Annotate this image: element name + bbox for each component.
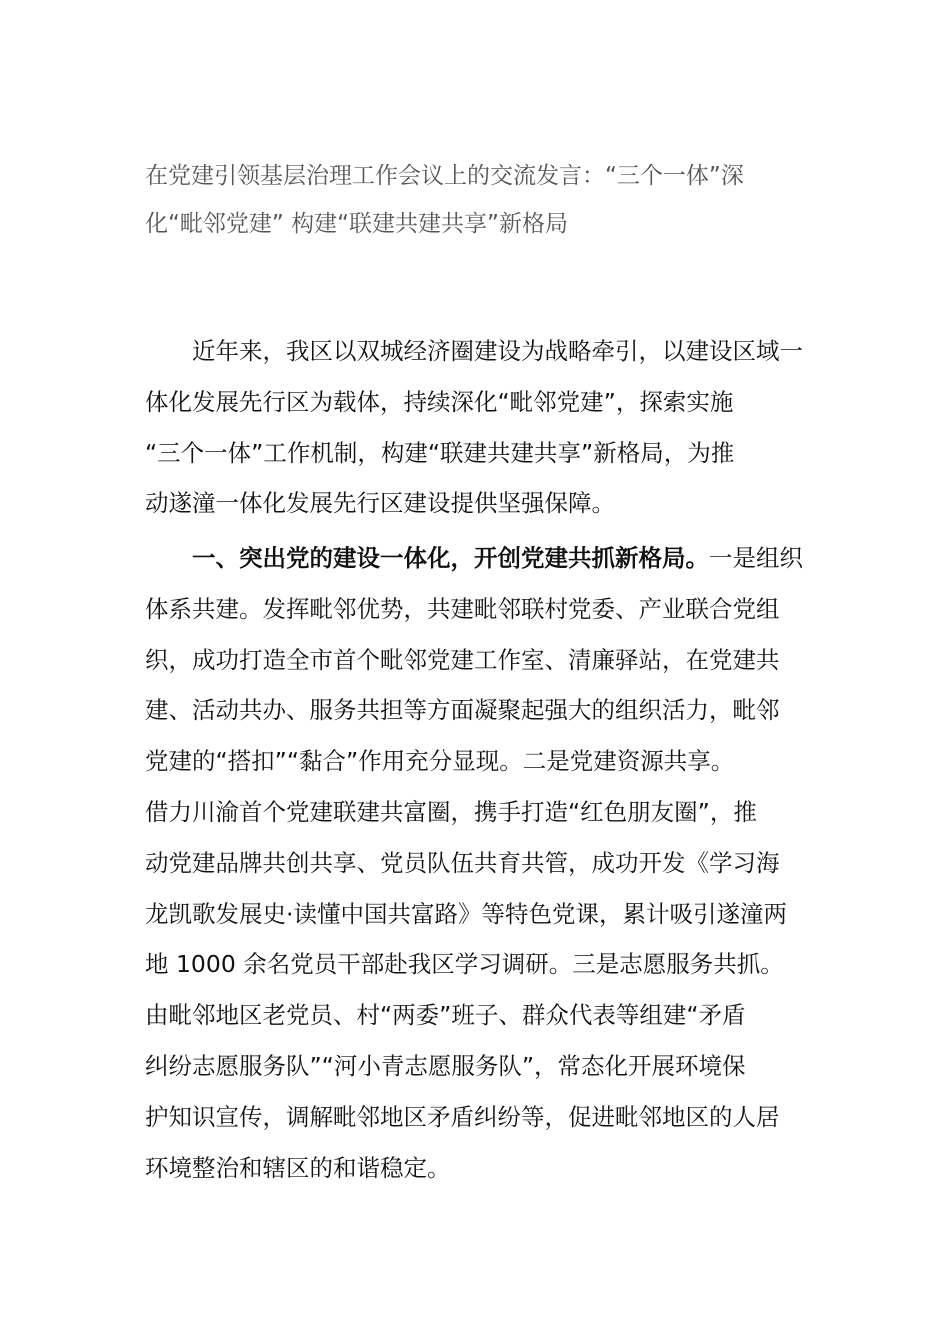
paragraph-line: 借力川渝首个党建联建共富圈，携手打造“红色朋友圈”，推 — [145, 797, 757, 826]
paragraph-line — [145, 533, 807, 584]
paragraph-line: 纠纷志愿服务队”“河小青志愿服务队”，常态化开展环境保 — [145, 1051, 746, 1080]
paragraph-line: “三个一体”工作机制，构建“联建共建共享”新格局，为推 — [145, 438, 735, 467]
paragraph-line: 地 1000 余名党员干部赴我区学习调研。三是志愿服务共抓。 — [145, 950, 784, 979]
document-title — [145, 152, 805, 248]
paragraph-line: 动党建品牌共创共享、党员队伍共育共管，成功开发《学习海 — [145, 848, 780, 877]
title-line: 化“毗邻党建” 构建“联建共建共享”新格局 — [145, 211, 568, 237]
paragraph-line: 党建的“搭扣”“黏合”作用充分显现。二是党建资源共享。 — [145, 747, 735, 776]
paragraph-line: 由毗邻地区老党员、村“两委”班子、群众代表等组建“矛盾 — [145, 1001, 746, 1030]
paragraph-line: 龙凯歌发展史·读懂中国共富路》等特色党课，累计吸引遂潼两 — [145, 899, 787, 928]
title-line: 在党建引领基层治理工作会议上的交流发言：“三个一体”深 — [145, 163, 744, 189]
paragraph-line: 体系共建。发挥毗邻优势，共建毗邻联村党委、产业联合党组 — [145, 594, 780, 623]
paragraph-line: 环境整治和辖区的和谐稳定。 — [145, 1153, 451, 1182]
paragraph-line: 护知识宣传，调解毗邻地区矛盾纠纷等，促进毗邻地区的人居 — [145, 1102, 780, 1131]
paragraph-intro — [145, 326, 807, 529]
paragraph-text: 一是组织 — [709, 544, 803, 572]
paragraph-section-one — [145, 533, 807, 1193]
paragraph-line: 动遂潼一体化发展先行区建设提供坚强保障。 — [145, 489, 615, 518]
paragraph-line: 织，成功打造全市首个毗邻党建工作室、清廉驿站，在党建共 — [145, 645, 780, 674]
paragraph-line: 建、活动共办、服务共担等方面凝聚起强大的组织活力，毗邻 — [145, 696, 780, 725]
paragraph-line: 近年来，我区以双城经济圈建设为战略牵引，以建设区域一 — [192, 337, 803, 365]
paragraph-line: 体化发展先行区为载体，持续深化“毗邻党建”，探索实施 — [145, 387, 734, 416]
section-heading: 一、突出党的建设一体化，开创党建共抓新格局。 — [192, 544, 709, 572]
